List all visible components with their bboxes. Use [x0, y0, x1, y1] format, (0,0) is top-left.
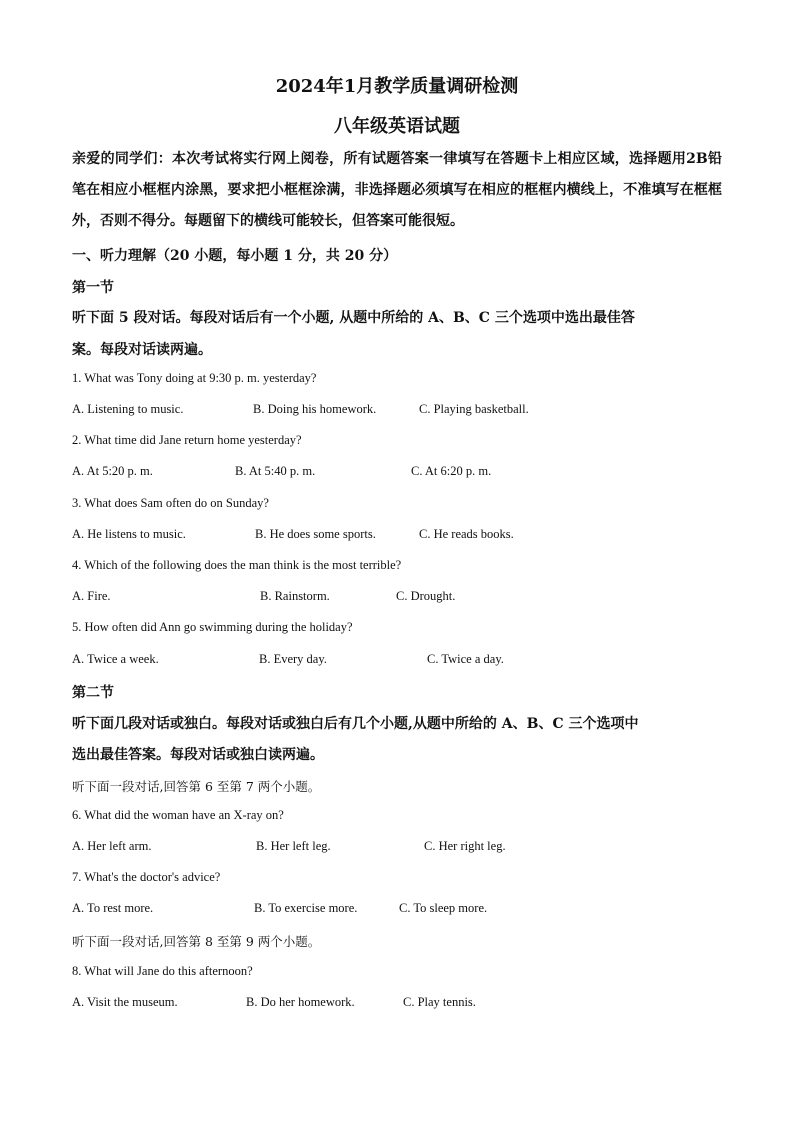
intro-paragraph: 亲爱的同学们：本次考试将实行网上阅卷，所有试题答案一律填写在答题卡上相应区域，选择题用2B铅笔在相应小框框内涂黑，要求把小框框涂满，非选择题必须填写在相应的框框内横线上，不准填写在框框外，否则不得分。每题留下的横线可能较长，但答案可能很短。: [72, 151, 722, 229]
question-4-option-c: C. Drought.: [396, 589, 456, 603]
question-7-option-a: A. To rest more.: [72, 901, 154, 915]
question-3-option-b: B. He does some sports.: [255, 527, 376, 541]
question-5-option-b: B. Every day.: [259, 652, 327, 666]
question-1-option-c: C. Playing basketball.: [419, 402, 529, 416]
question-7-option-b: B. To exercise more.: [254, 901, 358, 915]
question-8-option-b: B. Do her homework.: [246, 995, 355, 1009]
dialog-note-8-9: 听下面一段对话,回答第 8 至第 9 两个小题。: [72, 934, 321, 949]
question-2-option-b: B. At 5:40 p. m.: [235, 464, 316, 478]
question-4-option-a: A. Fire.: [72, 589, 111, 603]
question-2-option-a: A. At 5:20 p. m.: [72, 464, 153, 478]
question-7-option-c: C. To sleep more.: [399, 901, 488, 915]
question-1-option-a: A. Listening to music.: [72, 402, 184, 416]
question-3: 3. What does Sam often do on Sunday?: [72, 496, 269, 510]
question-2: 2. What time did Jane return home yesterday?: [72, 433, 302, 447]
question-5: 5. How often did Ann go swimming during the holiday?: [72, 620, 353, 634]
question-6-option-c: C. Her right leg.: [424, 839, 506, 853]
dialog-note-6-7: 听下面一段对话,回答第 6 至第 7 两个小题。: [72, 779, 321, 794]
question-2-option-c: C. At 6:20 p. m.: [411, 464, 492, 478]
section2-instruction-line1: 听下面几段对话或独白。每段对话或独白后有几个小题,从题中所给的 A、B、C 三个选项中: [72, 716, 639, 732]
question-6: 6. What did the woman have an X-ray on?: [72, 808, 284, 822]
question-8-option-c: C. Play tennis.: [403, 995, 476, 1009]
question-6-option-b: B. Her left leg.: [256, 839, 331, 853]
question-3-option-c: C. He reads books.: [419, 527, 514, 541]
question-4-option-b: B. Rainstorm.: [260, 589, 330, 603]
question-1-option-b: B. Doing his homework.: [253, 402, 377, 416]
section1-instruction-line2: 案。每段对话读两遍。: [72, 342, 212, 358]
question-3-option-a: A. He listens to music.: [72, 527, 186, 541]
question-7: 7. What's the doctor's advice?: [72, 870, 221, 884]
page-title: 2024年1月教学质量调研检测: [275, 76, 519, 97]
part1-heading: 一、听力理解（20 小题，每小题 1 分，共 20 分）: [72, 248, 398, 264]
question-5-option-a: A. Twice a week.: [72, 652, 159, 666]
question-1: 1. What was Tony doing at 9:30 p. m. yesterday?: [72, 371, 317, 385]
question-8: 8. What will Jane do this afternoon?: [72, 964, 253, 978]
section1-instruction-line1: 听下面 5 段对话。每段对话后有一个小题, 从题中所给的 A、B、C 三个选项中选出最佳答: [72, 310, 635, 326]
section1-heading: 第一节: [72, 280, 114, 296]
question-6-option-a: A. Her left arm.: [72, 839, 152, 853]
question-4: 4. Which of the following does the man think is the most terrible?: [72, 558, 402, 572]
question-8-option-a: A. Visit the museum.: [72, 995, 178, 1009]
section2-instruction-line2: 选出最佳答案。每段对话或独白读两遍。: [72, 747, 324, 763]
section2-heading: 第二节: [72, 685, 114, 701]
page-subtitle: 八年级英语试题: [334, 116, 460, 137]
question-5-option-c: C. Twice a day.: [427, 652, 504, 666]
